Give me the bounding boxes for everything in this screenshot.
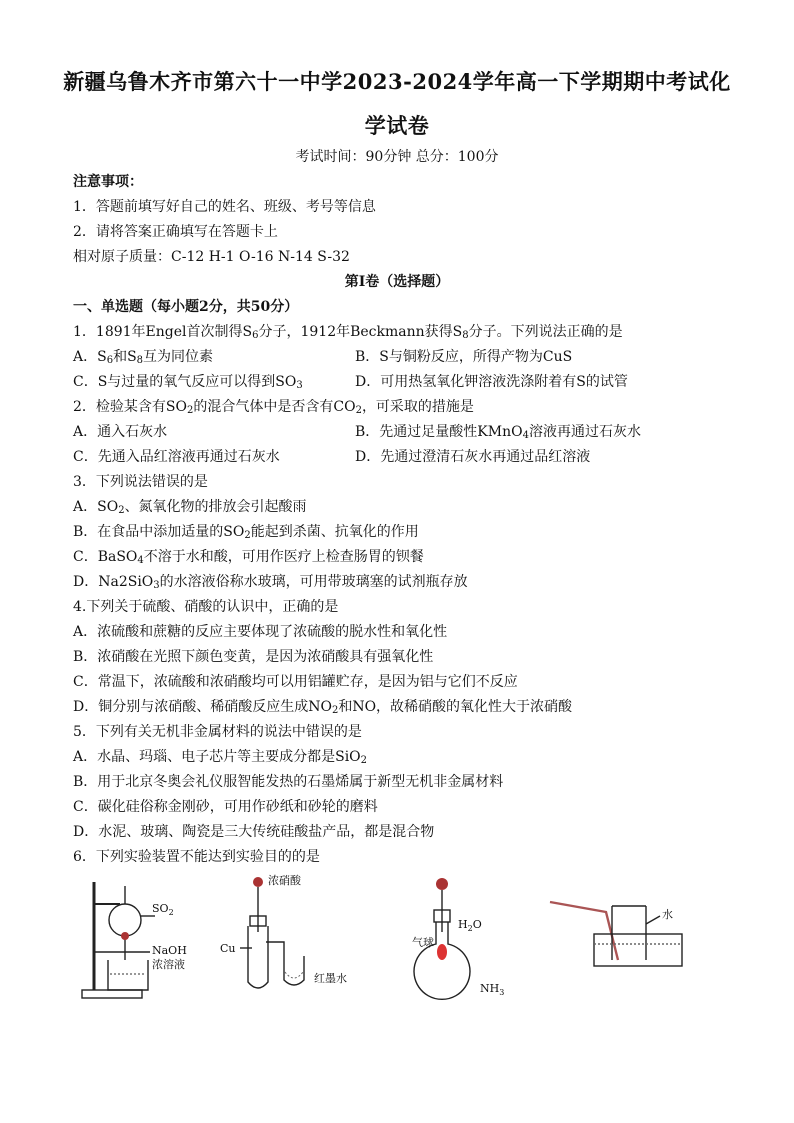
beaker — [108, 960, 148, 990]
exam-title-line1: 新疆乌鲁木齐市第六十一中学2023-2024学年高一下学期期中考试化 — [63, 69, 731, 94]
leader-line — [646, 916, 660, 924]
atomic-mass: 相对原子质量：C-12 H-1 O-16 N-14 S-32 — [73, 249, 350, 265]
delivery-tube — [550, 902, 618, 960]
question-2-option-a: A．通入石灰水 — [73, 424, 168, 440]
trough — [594, 934, 682, 966]
question-3-stem: 3．下列说法错误的是 — [73, 474, 208, 490]
label-acid: 浓硝酸 — [268, 874, 301, 887]
question-4-option-d: D．铜分别与浓硝酸、稀硝酸反应生成$NO_2$和NO，故稀硝酸的氧化性大于浓硝酸 — [73, 699, 573, 716]
question-2-stem: 2．检验某含有$SO_2$的混合气体中是否含有$CO_2$，可采取的措施是 — [73, 399, 474, 416]
round-flask — [109, 904, 141, 936]
u-tube — [266, 942, 304, 985]
question-4-option-c: C．常温下，浓硫酸和浓硝酸均可以用铝罐贮存，是因为铝与它们不反应 — [73, 674, 518, 690]
question-5-option-a: A．水晶、玛瑙、电子芯片等主要成分都是SiO$_2$ — [73, 749, 368, 766]
exam-title-line2: 学试卷 — [364, 113, 430, 138]
question-1-option-c: C．S与过量的氧气反应可以得到$SO_3$ — [73, 374, 303, 391]
question-2-option-b: B．先通过足量酸性KMnO$_4$溶液再通过石灰水 — [355, 424, 641, 441]
note-item: 2．请将答案正确填写在答题卡上 — [73, 224, 278, 240]
figure-water-collection — [546, 872, 696, 982]
stopper — [121, 932, 129, 940]
question-1-stem: 1．1891年Engel首次制得$S_6$分子，1912年Beckmann获得$S_8$分子。下列说法正确的是 — [73, 324, 623, 341]
question-2-option-d: D．先通过澄清石灰水再通过品红溶液 — [355, 449, 591, 465]
round-flask — [414, 922, 470, 999]
section-heading: 一、单选题（每小题2分，共50分） — [73, 299, 299, 315]
question-5-option-d: D．水泥、玻璃、陶瓷是三大传统硅酸盐产品，都是混合物 — [73, 824, 435, 840]
notes-heading: 注意事项： — [73, 174, 143, 190]
note-item: 1．答题前填写好自己的姓名、班级、考号等信息 — [73, 199, 376, 215]
question-6-stem: 6．下列实验装置不能达到实验目的的是 — [73, 849, 320, 865]
exam-info: 考试时间：90分钟 总分：100分 — [295, 149, 499, 165]
label-so2: $SO_2$ — [152, 902, 174, 917]
label-h2o: $H_2O$ — [458, 918, 482, 933]
question-1-option-b: B．S与铜粉反应，所得产物为CuS — [355, 349, 573, 365]
figure-copper-nitric-acid — [218, 872, 368, 1002]
test-tube — [248, 926, 268, 988]
question-3-option-d: D．Na2SiO$_3$的水溶液俗称水玻璃，可用带玻璃塞的试剂瓶存放 — [73, 574, 468, 591]
question-2-option-c: C．先通入品红溶液再通过石灰水 — [73, 449, 280, 465]
figure-so2-absorption — [80, 872, 190, 1002]
label-balloon: 气球 — [412, 936, 434, 949]
question-4-stem: 4.下列关于硫酸、硝酸的认识中，正确的是 — [73, 599, 339, 615]
figure-ammonia-balloon — [410, 872, 530, 1007]
question-4-option-b: B．浓硝酸在光照下颜色变黄，是因为浓硝酸具有强氧化性 — [73, 649, 434, 665]
question-3-option-a: A．$SO_2$、氮氧化物的排放会引起酸雨 — [73, 499, 307, 516]
question-3-option-c: C．BaSO$_4$不溶于水和酸，可用作医疗上检查肠胃的钡餐 — [73, 549, 424, 566]
part-title: 第Ⅰ卷（选择题） — [344, 274, 450, 290]
label-water: 水 — [662, 908, 673, 921]
label-nh3: $NH_3$ — [480, 982, 505, 997]
question-5-option-c: C．碳化硅俗称金刚砂，可用作砂纸和砂轮的磨料 — [73, 799, 378, 815]
balloon — [437, 944, 447, 960]
ink-level — [285, 972, 303, 978]
label-solution: 浓溶液 — [152, 958, 185, 971]
dropper-bulb — [436, 878, 448, 890]
question-3-option-b: B．在食品中添加适量的$SO_2$能起到杀菌、抗氧化的作用 — [73, 524, 419, 541]
question-1-option-a: A．$S_6$和$S_8$互为同位素 — [73, 349, 214, 366]
label-naoh: NaOH — [152, 944, 187, 957]
question-1-option-d: D．可用热氢氧化钾溶液洗涤附着有S的试管 — [355, 374, 628, 390]
question-5-stem: 5．下列有关无机非金属材料的说法中错误的是 — [73, 724, 362, 740]
dropper-bulb — [253, 877, 263, 887]
question-4-option-a: A．浓硫酸和蔗糖的反应主要体现了浓硫酸的脱水性和氧化性 — [73, 624, 448, 640]
label-cu: Cu — [220, 942, 236, 955]
label-ink: 红墨水 — [314, 972, 347, 985]
question-5-option-b: B．用于北京冬奥会礼仪服智能发热的石墨烯属于新型无机非金属材料 — [73, 774, 504, 790]
stand-base — [82, 990, 142, 998]
